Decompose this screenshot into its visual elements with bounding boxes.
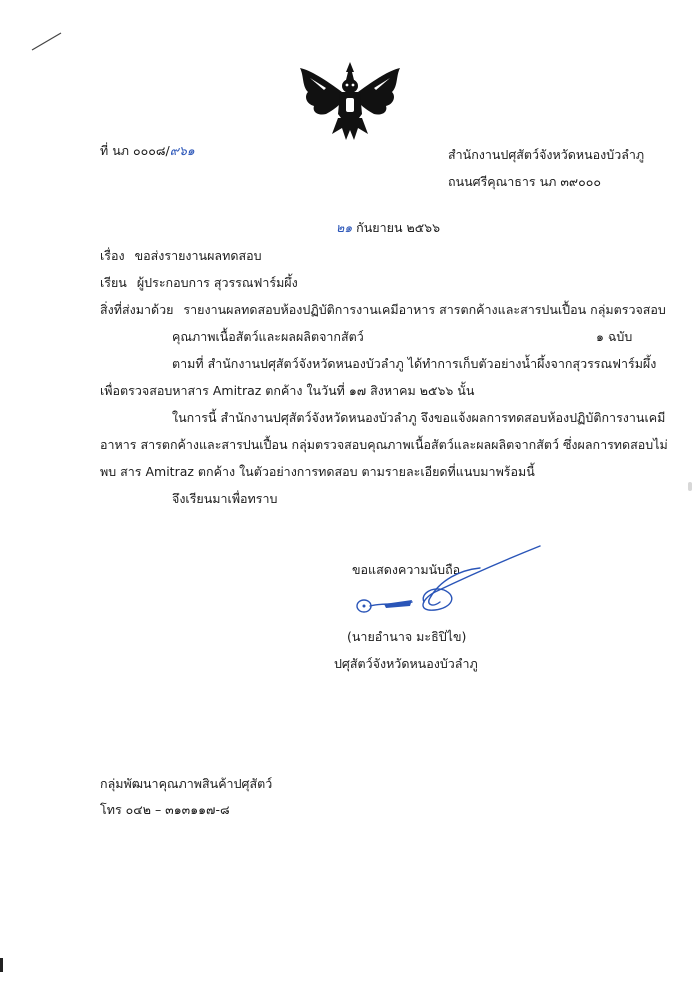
enclosure-line-1 — [100, 300, 666, 320]
subject-label: เรื่อง — [100, 248, 125, 263]
signer-name: (นายอำนาจ มะธิปิไข) — [347, 629, 467, 644]
paragraph-1-line-2: เพื่อตรวจสอบหาสาร Amitraz ตกค้าง ในวันที่ ๑๗ สิงหาคม ๒๕๖๖ นั้น — [100, 383, 475, 398]
paragraph-2-line-1: ในการนี้ สำนักงานปศุสัตว์จังหวัดหนองบัวลำภู จึงขอแจ้งผลการทดสอบห้องปฏิบัติการงานเคมี — [172, 410, 666, 425]
scan-speck — [688, 482, 692, 491]
recipient-label: เรียน — [100, 275, 127, 290]
document-number-prefix: ที่ นภ ๐๐๐๘/ — [100, 143, 170, 158]
paragraph-2-line-2: อาหาร สารตกค้างและสารปนเปื้อน กลุ่มตรวจสอบคุณภาพเนื้อสัตว์และผลผลิตจากสัตว์ ซึ่งผลการทดสอบไม่ — [100, 437, 668, 452]
enclosure-text-2: คุณภาพเนื้อสัตว์และผลผลิตจากสัตว์ — [172, 329, 364, 344]
date-day-handwritten: ๒๑ — [336, 220, 353, 235]
paragraph-2-line-3: พบ สาร Amitraz ตกค้าง ในตัวอย่างการทดสอบ ตามรายละเอียดที่แนบมาพร้อมนี้ — [100, 464, 535, 479]
sender-office — [448, 141, 644, 195]
footer-department: กลุ่มพัฒนาคุณภาพสินค้าปศุสัตว์ — [100, 776, 273, 791]
scan-edge-mark — [0, 958, 3, 972]
handwritten-signature — [340, 540, 545, 620]
office-address: ถนนศรีคุณาธาร นภ ๓๙๐๐๐ — [448, 174, 601, 189]
document-number-handwritten: ๙๖๑ — [169, 143, 195, 158]
recipient-line — [100, 273, 298, 293]
salutation: ขอแสดงความนับถือ — [352, 562, 461, 577]
subject-text: ขอส่งรายงานผลทดสอบ — [134, 248, 262, 263]
subject-line — [100, 246, 262, 266]
document-number — [100, 141, 195, 161]
signer-title: ปศุสัตว์จังหวัดหนองบัวลำภู — [334, 656, 478, 671]
paragraph-1-line-1: ตามที่ สำนักงานปศุสัตว์จังหวัดหนองบัวลำภู ได้ทำการเก็บตัวอย่างน้ำผึ้งจากสุวรรณฟาร์มผึ้ง — [172, 356, 657, 371]
letter-date — [336, 218, 440, 238]
closing-line: จึงเรียนมาเพื่อทราบ — [172, 491, 278, 506]
enclosure-text-1: รายงานผลทดสอบห้องปฏิบัติการงานเคมีอาหาร สารตกค้างและสารปนเปื้อน กลุ่มตรวจสอบ — [183, 302, 666, 317]
recipient-text: ผู้ประกอบการ สุวรรณฟาร์มผึ้ง — [136, 275, 298, 290]
enclosure-label: สิ่งที่ส่งมาด้วย — [100, 302, 174, 317]
enclosure-count: ๑ ฉบับ — [596, 329, 633, 344]
footer-phone: โทร ๐๔๒ – ๓๑๓๑๑๗-๘ — [100, 802, 230, 817]
date-month-year: กันยายน ๒๕๖๖ — [356, 220, 441, 235]
pen-stroke-mark — [30, 30, 64, 52]
garuda-emblem-icon — [296, 62, 404, 142]
office-name: สำนักงานปศุสัตว์จังหวัดหนองบัวลำภู — [448, 147, 645, 162]
